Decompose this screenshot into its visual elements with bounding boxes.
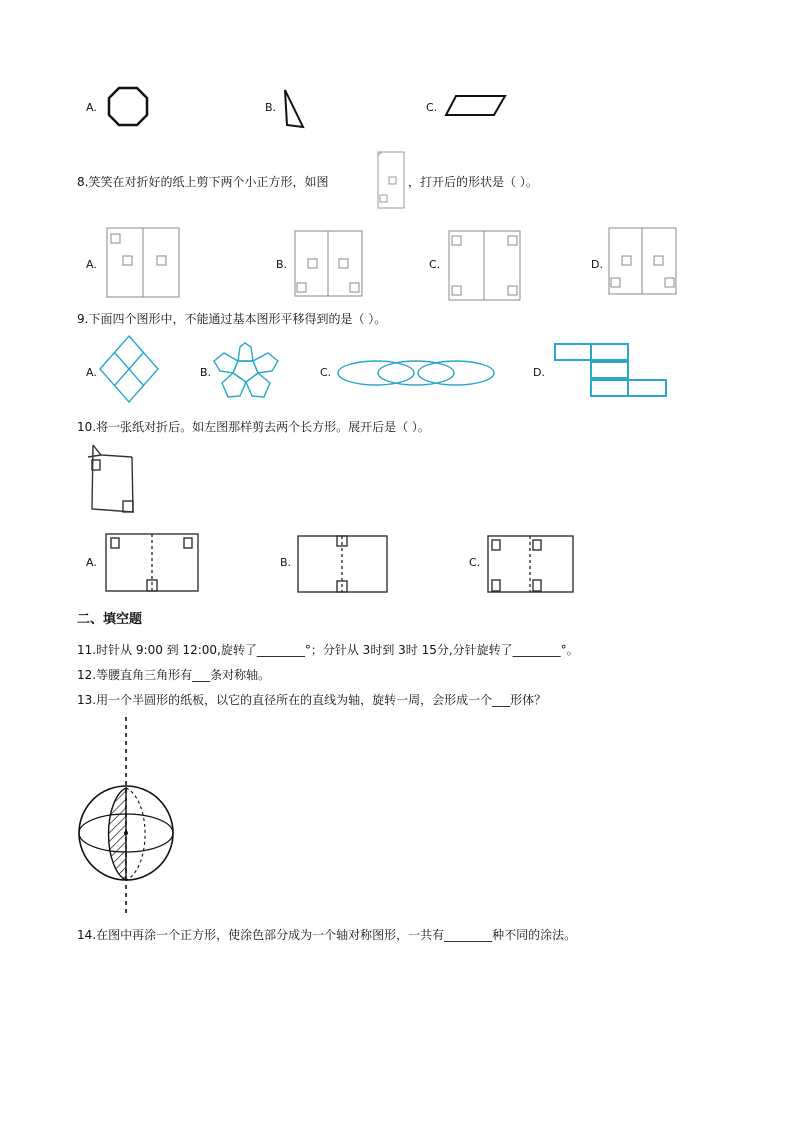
q8-option-d-label: D. xyxy=(591,258,603,271)
q8-option-a-figure xyxy=(106,227,180,299)
q8-option-c-label: C. xyxy=(429,258,441,271)
question-9-text: 9.下面四个图形中，不能通过基本图形平移得到的是（ ）。 xyxy=(77,312,387,326)
folded-paper-figure xyxy=(375,150,407,210)
question-8-text-end: ，打开后的形状是（ ）。 xyxy=(408,175,538,189)
q10-option-c-label: C. xyxy=(469,556,481,569)
parallelogram-figure xyxy=(444,94,508,118)
question-8-text: 8.笑笑在对折好的纸上剪下两个小正方形，如图 xyxy=(77,175,329,189)
pentagon-flower-figure xyxy=(208,341,284,401)
question-11-text: 11.时针从 9:00 到 12:00,旋转了________°；分针从 3时到 3时 15分,分针旋转了________°。 xyxy=(77,643,579,657)
q10-option-b-figure xyxy=(296,534,390,594)
q8-option-a-label: A. xyxy=(86,258,97,271)
q8-option-c-figure xyxy=(448,230,522,302)
q10-option-a-figure xyxy=(104,532,200,594)
octagon-figure xyxy=(106,86,150,128)
q9-option-d-label: D. xyxy=(533,366,545,379)
q9-option-c-label: C. xyxy=(320,366,332,379)
q8-option-b-figure xyxy=(294,230,364,298)
q8-option-b-label: B. xyxy=(276,258,288,271)
question-10-text: 10.将一张纸对折后。如左图那样剪去两个长方形。展开后是（ ）。 xyxy=(77,420,430,434)
folded-paper-cutout-figure xyxy=(86,443,136,515)
section-title-fill-in: 二、填空题 xyxy=(77,612,143,627)
triangle-figure xyxy=(282,88,306,130)
q10-option-a-label: A. xyxy=(86,556,97,569)
q8-option-d-figure xyxy=(608,227,678,297)
semicircle-rotation-sphere-figure xyxy=(74,715,184,919)
question-12-text: 12.等腰直角三角形有___条对称轴。 xyxy=(77,668,271,682)
q7-option-a-label: A. xyxy=(86,101,97,114)
question-14-text: 14.在图中再涂一个正方形，使涂色部分成为一个轴对称图形，一共有________种不同的涂法。 xyxy=(77,928,577,942)
q7-option-b-label: B. xyxy=(265,101,277,114)
q10-option-b-label: B. xyxy=(280,556,292,569)
q9-option-b-label: B. xyxy=(200,366,212,379)
rhombus-tiling-figure xyxy=(98,334,160,404)
q10-option-c-figure xyxy=(486,534,576,594)
q9-option-a-label: A. xyxy=(86,366,97,379)
q7-option-c-label: C. xyxy=(426,101,438,114)
question-13-text: 13.用一个半圆形的纸板，以它的直径所在的直线为轴，旋转一周，会形成一个___形体？ xyxy=(77,693,547,707)
linked-ellipses-figure xyxy=(336,359,496,389)
stacked-rectangles-figure xyxy=(553,342,669,400)
